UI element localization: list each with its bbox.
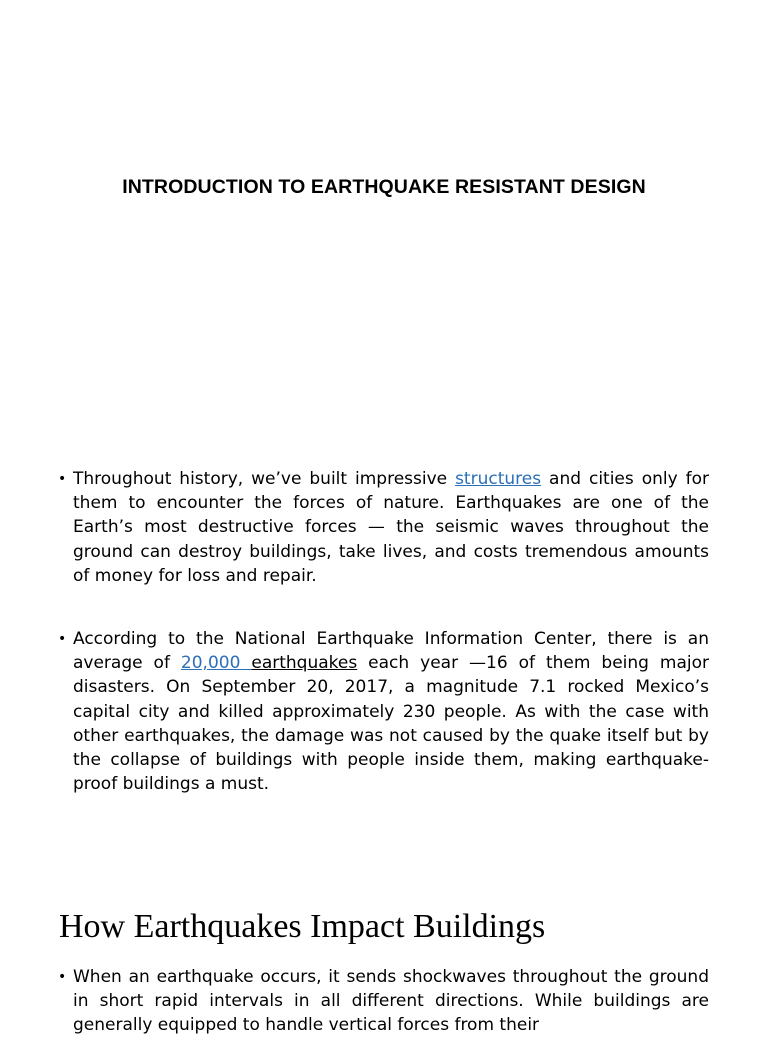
earthquakes-link[interactable]: earthquakes xyxy=(251,653,358,674)
bullet-marker: • xyxy=(58,471,67,487)
document-title: INTRODUCTION TO EARTHQUAKE RESISTANT DESIGN xyxy=(122,176,646,198)
bullet-marker: • xyxy=(58,969,67,985)
paragraph-text xyxy=(73,627,709,796)
paragraph-text-part: each year —16 of them being major disasters. On September 20, 2017, a magnitude 7.1 rocked Mexico’s capital city and killed approximately 230 people. As with the case with other earthquakes, the damage was not caused by the quake itself but by the collapse of buildings with people inside them, making earthquake-proof buildings a must. xyxy=(73,653,710,795)
bullet-paragraph-history xyxy=(58,467,709,588)
paragraph-text-part: Throughout history, we’ve built impressive xyxy=(73,469,456,489)
earthquake-count-link[interactable]: 20,000 xyxy=(180,653,252,674)
section-heading: How Earthquakes Impact Buildings xyxy=(59,908,546,945)
bullet-marker: • xyxy=(58,631,67,647)
paragraph-text-part: According to the National Earthquake Information Center, there is an average of xyxy=(73,629,709,674)
structures-link[interactable]: structures xyxy=(455,469,542,489)
paragraph-text: When an earthquake occurs, it sends shockwaves throughout the ground in short rapid intervals in all different directions. While buildings are generally equipped to handle vertical forces from their xyxy=(73,967,709,1036)
paragraph-text xyxy=(73,467,709,588)
bullet-paragraph-statistics xyxy=(58,627,709,796)
bullet-paragraph-impact xyxy=(58,965,709,1038)
paragraph-text-part: and cities only for them to encounter the forces of nature. Earthquakes are one of the Earth’s most destructive forces — the seismic waves throughout the ground can destroy buildings, take lives, and costs tremendous amounts of money for loss and repair. xyxy=(73,469,709,586)
